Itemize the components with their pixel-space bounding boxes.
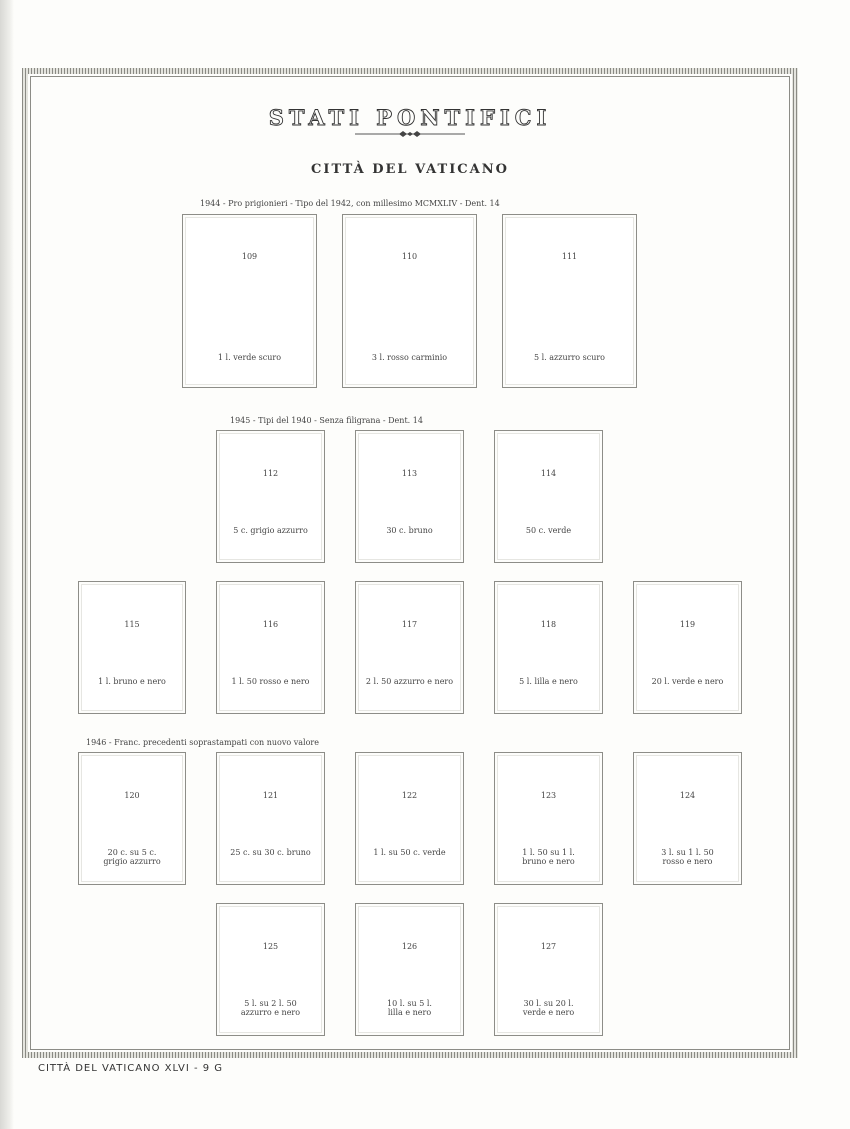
stamp-slot-123 (494, 752, 603, 885)
title-ornament (355, 128, 465, 140)
stamp-slot-112 (216, 430, 325, 563)
stamp-description: 5 l. lilla e nero (519, 677, 578, 686)
stamp-number: 120 (124, 791, 140, 800)
stamp-description: 2 l. 50 azzurro e nero (365, 677, 454, 686)
stamp-number: 112 (262, 469, 279, 478)
stamp-description: 30 l. su 20 l. verde e nero (522, 999, 575, 1017)
stamp-description: 1 l. 50 su 1 l. bruno e nero (522, 848, 575, 866)
stamp-number: 121 (262, 791, 279, 800)
page-subtitle: CITTÀ DEL VATICANO (311, 162, 509, 177)
stamp-description: 3 l. su 1 l. 50 rosso e nero (661, 848, 714, 866)
stamp-number: 119 (679, 620, 696, 629)
stamp-slot-111 (502, 214, 637, 388)
stamp-number: 113 (401, 469, 418, 478)
stamp-number: 114 (540, 469, 557, 478)
stamp-slot-116 (216, 581, 325, 714)
stamp-slot-120 (78, 752, 186, 885)
stamp-number: 118 (540, 620, 557, 629)
section-caption-1945: 1945 - Tipi del 1940 - Senza filigrana - Dent. 14 (230, 416, 423, 425)
stamp-slot-117 (355, 581, 464, 714)
stamp-description: 1 l. 50 rosso e nero (231, 677, 310, 686)
stamp-description: 1 l. su 50 c. verde (373, 848, 446, 857)
stamp-description: 10 l. su 5 l. lilla e nero (387, 999, 432, 1017)
stamp-description: 1 l. verde scuro (217, 353, 282, 362)
stamp-number: 111 (561, 252, 578, 261)
stamp-description: 50 c. verde (525, 526, 572, 535)
section-caption-1946: 1946 - Franc. precedenti soprastampati con nuovo valore (86, 738, 319, 747)
stamp-number: 124 (679, 791, 696, 800)
stamp-description: 25 c. su 30 c. bruno (230, 848, 311, 857)
stamp-slot-114 (494, 430, 603, 563)
stamp-slot-113 (355, 430, 464, 563)
stamp-slot-126 (355, 903, 464, 1036)
stamp-number: 126 (401, 942, 418, 951)
stamp-slot-110 (342, 214, 477, 388)
stamp-number: 109 (241, 252, 258, 261)
stamp-description: 5 c. grigio azzurro (233, 526, 308, 535)
stamp-slot-124 (633, 752, 742, 885)
stamp-description: 20 c. su 5 c. grigio azzurro (103, 848, 161, 866)
stamp-slot-122 (355, 752, 464, 885)
page-title: STATI PONTIFICI (268, 105, 552, 130)
stamp-slot-127 (494, 903, 603, 1036)
stamp-slot-118 (494, 581, 603, 714)
stamp-number: 123 (540, 791, 557, 800)
stamp-slot-119 (633, 581, 742, 714)
stamp-description: 3 l. rosso carminio (371, 353, 448, 362)
stamp-slot-121 (216, 752, 325, 885)
stamp-number: 116 (262, 620, 279, 629)
page-footer: CITTÀ DEL VATICANO XLVI - 9 G (38, 1063, 224, 1074)
section-caption-1944: 1944 - Pro prigionieri - Tipo del 1942, con millesimo MCMXLIV - Dent. 14 (200, 199, 500, 208)
stamp-description: 1 l. bruno e nero (98, 677, 166, 686)
stamp-slot-109 (182, 214, 317, 388)
stamp-description: 30 c. bruno (386, 526, 433, 535)
stamp-number: 110 (401, 252, 418, 261)
stamp-number: 117 (401, 620, 418, 629)
stamp-description: 5 l. su 2 l. 50 azzurro e nero (240, 999, 301, 1017)
stamp-number: 115 (124, 620, 140, 629)
stamp-number: 122 (401, 791, 418, 800)
stamp-description: 5 l. azzurro scuro (533, 353, 605, 362)
stamp-number: 125 (262, 942, 279, 951)
stamp-description: 20 l. verde e nero (651, 677, 724, 686)
stamp-slot-125 (216, 903, 325, 1036)
stamp-number: 127 (540, 942, 557, 951)
stamp-slot-115 (78, 581, 186, 714)
